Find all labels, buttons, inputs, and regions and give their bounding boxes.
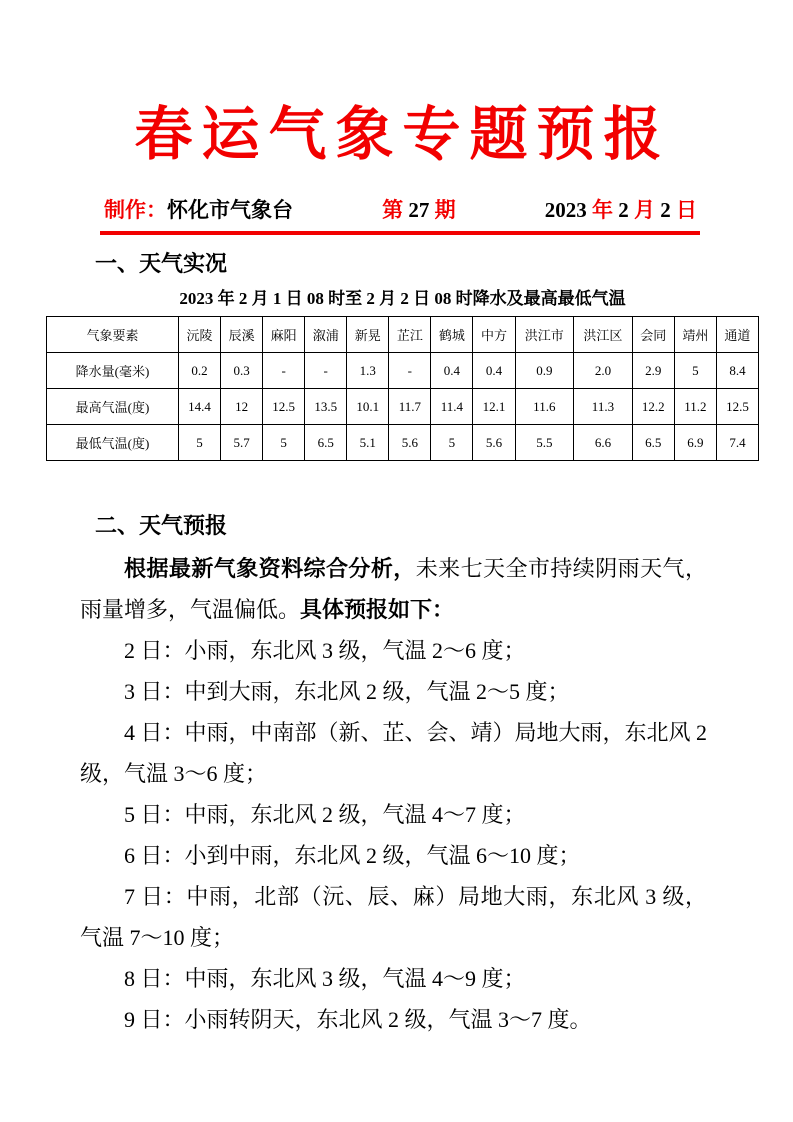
- table-header-cell: 溆浦: [305, 317, 347, 353]
- table-header-cell: 芷江: [389, 317, 431, 353]
- table-row: [47, 425, 759, 461]
- table-row: [47, 353, 759, 389]
- month-unit: 月: [634, 198, 655, 222]
- table-header-cell: 鹤城: [431, 317, 473, 353]
- table-cell: 6.5: [305, 425, 347, 461]
- table-cell: 10.1: [347, 389, 389, 425]
- table-cell: 0.9: [515, 353, 574, 389]
- red-divider: [100, 231, 700, 235]
- table-cell: 5.6: [389, 425, 431, 461]
- table-cell: 1.3: [347, 353, 389, 389]
- forecast-line: 4 日：中雨，中南部（新、芷、会、靖）局地大雨，东北风 2 级，气温 3～6 度；: [80, 720, 708, 786]
- forecast-line: 2 日：小雨，东北风 3 级，气温 2～6 度；: [124, 638, 526, 663]
- table-cell: 0.3: [221, 353, 263, 389]
- table-header-cell: 洪江区: [574, 317, 633, 353]
- table-cell: 11.6: [515, 389, 574, 425]
- forecast-line: 8 日：中雨，东北风 3 级，气温 4～9 度；: [124, 966, 526, 991]
- producer-label: 制作：: [104, 198, 167, 222]
- table-cell: 6.9: [674, 425, 716, 461]
- weather-table: [46, 316, 759, 461]
- forecast-line: 9 日：小雨转阴天，东北风 2 级，气温 3～7 度。: [124, 1007, 592, 1032]
- issue-prefix: 第: [382, 198, 404, 222]
- table-title: 2023 年 2 月 1 日 08 时至 2 月 2 日 08 时降水及最高最低气温: [179, 289, 626, 308]
- forecast-intro: [80, 548, 707, 630]
- date-year: 2023: [544, 198, 587, 222]
- table-cell: 0.2: [179, 353, 221, 389]
- issue-no: 27: [408, 198, 430, 222]
- date-month: 2: [618, 198, 629, 222]
- table-header-cell: 新晃: [347, 317, 389, 353]
- table-cell: 11.7: [389, 389, 431, 425]
- table-cell: 5.6: [473, 425, 515, 461]
- producer-name: 怀化市气象台: [167, 198, 293, 222]
- table-header-cell: 通道: [716, 317, 758, 353]
- table-row: [47, 389, 759, 425]
- table-header-cell: 气象要素: [47, 317, 179, 353]
- forecast-list: [46, 630, 759, 1040]
- table-header-cell: 洪江市: [515, 317, 574, 353]
- day-unit: 日: [676, 198, 697, 222]
- table-cell: 5: [179, 425, 221, 461]
- table-cell: -: [263, 353, 305, 389]
- table-cell: 8.4: [716, 353, 758, 389]
- table-cell: 13.5: [305, 389, 347, 425]
- table-cell: 5.1: [347, 425, 389, 461]
- meta-line: [104, 194, 697, 224]
- forecast-line: 6 日：小到中雨，东北风 2 级，气温 6～10 度；: [124, 843, 581, 868]
- forecast-line: 7 日：中雨，北部（沅、辰、麻）局地大雨，东北风 3 级，气温 7～10 度；: [80, 884, 707, 950]
- table-cell: 12: [221, 389, 263, 425]
- table-cell: 5: [263, 425, 305, 461]
- table-cell: 12.2: [632, 389, 674, 425]
- table-header-cell: 会同: [632, 317, 674, 353]
- table-cell: 11.2: [674, 389, 716, 425]
- forecast-line: 3 日：中到大雨，东北风 2 级，气温 2～5 度；: [124, 679, 570, 704]
- intro-bold-2: 具体预报如下：: [300, 597, 455, 622]
- table-cell: 2.0: [574, 353, 633, 389]
- section1-heading: 一、天气实况: [95, 251, 228, 276]
- table-header-cell: 沅陵: [179, 317, 221, 353]
- table-cell: 7.4: [716, 425, 758, 461]
- table-cell: 0.4: [473, 353, 515, 389]
- table-header-cell: 中方: [473, 317, 515, 353]
- table-cell: 5: [431, 425, 473, 461]
- producer: [104, 194, 293, 224]
- table-cell: 5.5: [515, 425, 574, 461]
- table-header-row: [47, 317, 759, 353]
- forecast-line: 5 日：中雨，东北风 2 级，气温 4～7 度；: [124, 802, 526, 827]
- table-cell: 14.4: [179, 389, 221, 425]
- table-header-cell: 辰溪: [221, 317, 263, 353]
- year-unit: 年: [592, 198, 613, 222]
- table-cell: -: [305, 353, 347, 389]
- table-cell: 5: [674, 353, 716, 389]
- table-cell: 0.4: [431, 353, 473, 389]
- table-cell: 6.6: [574, 425, 633, 461]
- table-cell: 12.5: [716, 389, 758, 425]
- date-day: 2: [660, 198, 671, 222]
- table-cell: -: [389, 353, 431, 389]
- row-label-cell: 降水量(毫米): [47, 353, 179, 389]
- issue-number: [382, 194, 456, 224]
- table-cell: 12.5: [263, 389, 305, 425]
- intro-bold-1: 根据最新气象资料综合分析，: [124, 556, 416, 581]
- section2-heading: 二、天气预报: [95, 513, 228, 538]
- table-cell: 11.4: [431, 389, 473, 425]
- table-cell: 2.9: [632, 353, 674, 389]
- row-label-cell: 最低气温(度): [47, 425, 179, 461]
- issue-date: [545, 194, 697, 224]
- table-cell: 6.5: [632, 425, 674, 461]
- table-cell: 5.7: [221, 425, 263, 461]
- intro-normal: 未来七天全市持续阴雨天气，雨量增多，气温偏低。: [80, 556, 707, 622]
- table-cell: 11.3: [574, 389, 633, 425]
- row-label-cell: 最高气温(度): [47, 389, 179, 425]
- table-cell: 12.1: [473, 389, 515, 425]
- page-title: 春运气象专题预报: [134, 100, 671, 168]
- forecast-body: [46, 548, 759, 1040]
- table-header-cell: 麻阳: [263, 317, 305, 353]
- table-header-cell: 靖州: [674, 317, 716, 353]
- issue-suffix: 期: [434, 198, 456, 222]
